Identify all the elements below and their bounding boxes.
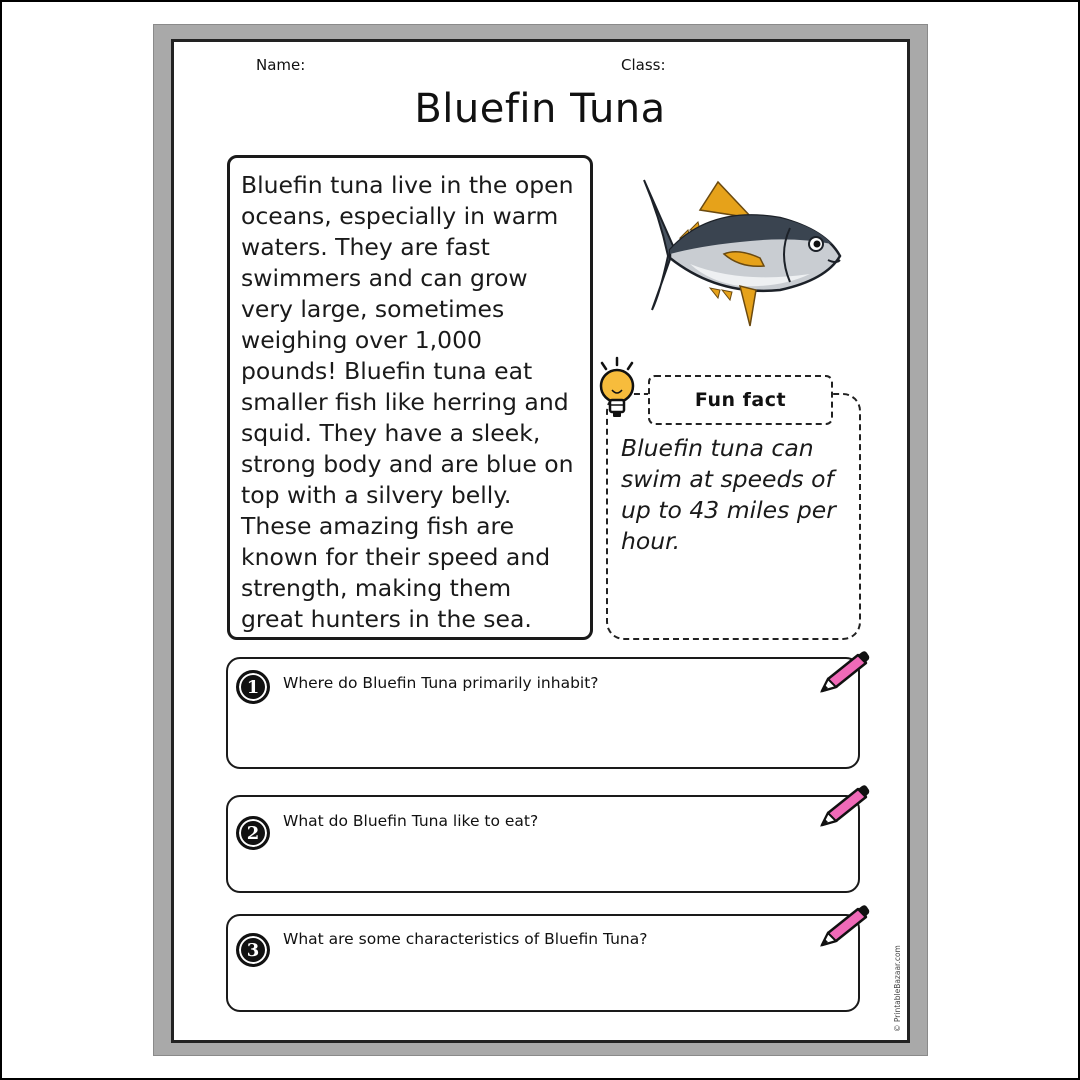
- question-3-answer-box[interactable]: [226, 914, 860, 1012]
- tuna-icon: [640, 178, 845, 333]
- fun-fact-text: Bluefin tuna can swim at speeds of up to 43 miles per hour.: [621, 434, 836, 555]
- reading-passage-text: Bluefin tuna live in the open oceans, especially in warm waters. They are fast swimmers and can grow very large, sometimes weighing over 1,000 pounds! Bluefin tuna eat smaller fish like herring and squid. They have a sleek, strong body and are blue on top with a silvery belly. These amazing fish are known for their speed and strength, making them great hunters in the sea.: [241, 171, 574, 633]
- question-1-number-badge: 1: [236, 670, 270, 704]
- tuna-illustration: [640, 178, 845, 333]
- question-3-number-badge: 3: [236, 933, 270, 967]
- page-title: Bluefin Tuna: [414, 86, 666, 132]
- name-label: Name:: [256, 56, 306, 74]
- class-label: Class:: [621, 56, 666, 74]
- question-2-answer-box[interactable]: [226, 795, 860, 893]
- question-3-text: What are some characteristics of Bluefin Tuna?: [283, 930, 648, 948]
- pencil-icon: [818, 649, 870, 695]
- fun-fact-label: Fun fact: [648, 375, 833, 425]
- question-1-text: Where do Bluefin Tuna primarily inhabit?: [283, 674, 599, 692]
- copyright-text: © PrintableBazaar.com: [893, 945, 902, 1032]
- pencil-icon: [818, 783, 870, 829]
- question-2-text: What do Bluefin Tuna like to eat?: [283, 812, 539, 830]
- lightbulb-icon: [592, 356, 642, 422]
- pencil-icon: [818, 903, 870, 949]
- question-2-number-badge: 2: [236, 816, 270, 850]
- reading-passage-box: [227, 155, 593, 640]
